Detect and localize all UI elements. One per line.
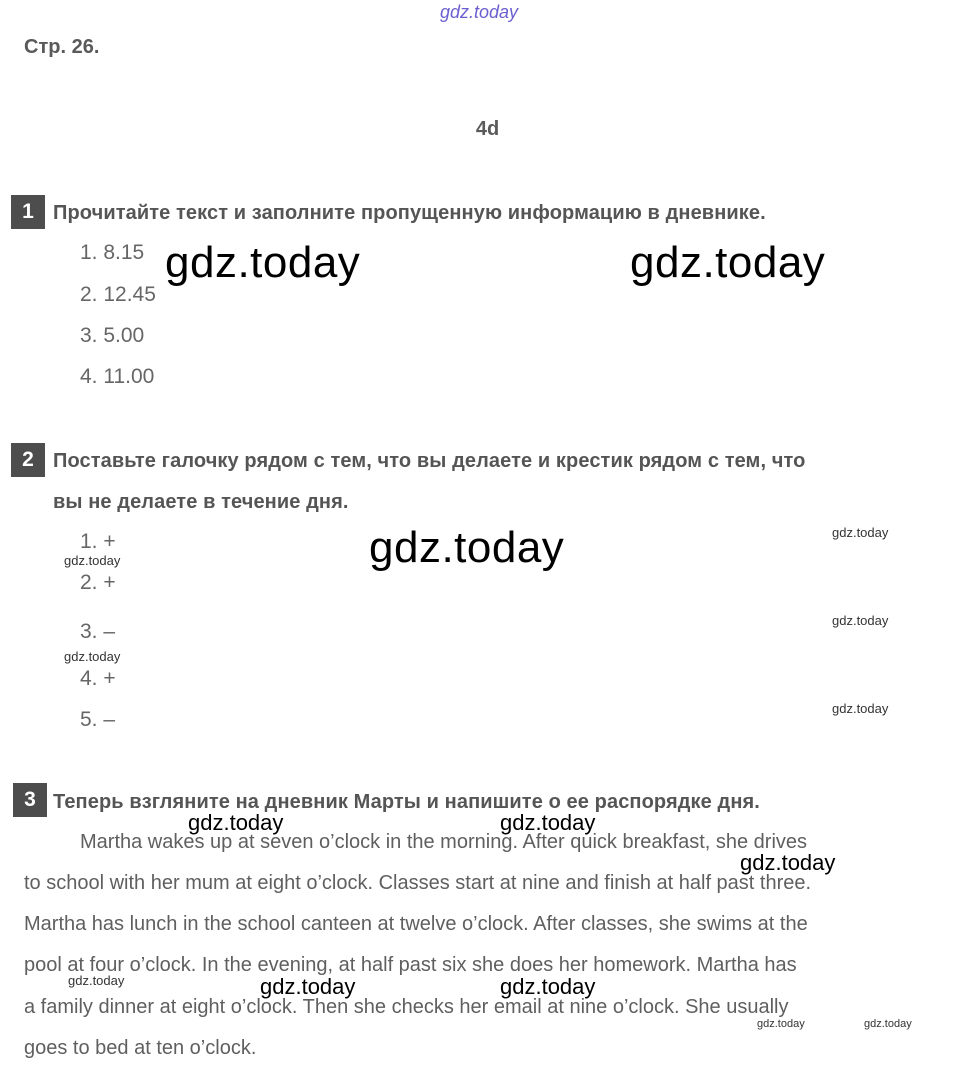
answer-item: 2. 12.45 — [80, 283, 156, 306]
watermark: gdz.today — [260, 974, 356, 999]
paragraph-line: Martha wakes up at seven o’clock in the morning. After quick breakfast, she drives — [80, 831, 808, 853]
watermark: gdz.today — [500, 810, 596, 835]
answer-item: 3. – — [80, 620, 116, 643]
watermark: gdz.today — [500, 974, 596, 999]
watermark: gdz.today — [740, 850, 836, 875]
watermark: gdz.today — [165, 238, 361, 287]
task-instruction-line-1: Поставьте галочку рядом с тем, что вы делаете и крестик рядом с тем, что — [53, 450, 806, 472]
paragraph-line: pool at four o’clock. In the evening, at half past six she does her homework. Martha has — [24, 954, 797, 976]
answer-item: 2. + — [80, 571, 116, 594]
task-number-badge: 3 — [13, 783, 47, 817]
watermark: gdz.today — [68, 973, 125, 988]
answer-item: 1. 8.15 — [80, 241, 145, 264]
watermark: gdz.today — [864, 1018, 912, 1030]
task-instruction: Теперь взгляните на дневник Марты и напишите о ее распорядке дня. — [53, 791, 760, 813]
task-instruction-line-2: вы не делаете в течение дня. — [53, 491, 349, 513]
watermark: gdz.today — [64, 553, 121, 568]
task-number-badge: 2 — [11, 443, 45, 477]
task-instruction: Прочитайте текст и заполните пропущенную информацию в дневнике. — [53, 202, 766, 224]
watermark: gdz.today — [188, 810, 284, 835]
watermark: gdz.today — [369, 523, 565, 572]
watermark: gdz.today — [630, 238, 826, 287]
watermark: gdz.today — [832, 613, 889, 628]
task-number-badge: 1 — [11, 195, 45, 229]
answer-item: 4. + — [80, 667, 116, 690]
answer-item: 1. + — [80, 530, 116, 553]
watermark: gdz.today — [832, 701, 889, 716]
paragraph-line: goes to bed at ten o’clock. — [24, 1037, 257, 1059]
watermark: gdz.today — [832, 525, 889, 540]
answer-item: 3. 5.00 — [80, 324, 145, 347]
watermark: gdz.today — [757, 1018, 805, 1030]
page-label: Стр. 26. — [24, 36, 100, 58]
watermark-top: gdz.today — [440, 2, 519, 22]
answer-item: 5. – — [80, 708, 116, 731]
paragraph-line: to school with her mum at eight o’clock. Classes start at nine and finish at half past three. — [24, 872, 812, 894]
watermark: gdz.today — [64, 649, 121, 664]
paragraph-line: Martha has lunch in the school canteen at twelve o’clock. After classes, she swims at the — [24, 913, 808, 935]
answer-item: 4. 11.00 — [80, 365, 155, 388]
paragraph-line: a family dinner at eight o’clock. Then she checks her email at nine o’clock. She usually — [24, 996, 789, 1018]
section-title: 4d — [475, 118, 500, 140]
